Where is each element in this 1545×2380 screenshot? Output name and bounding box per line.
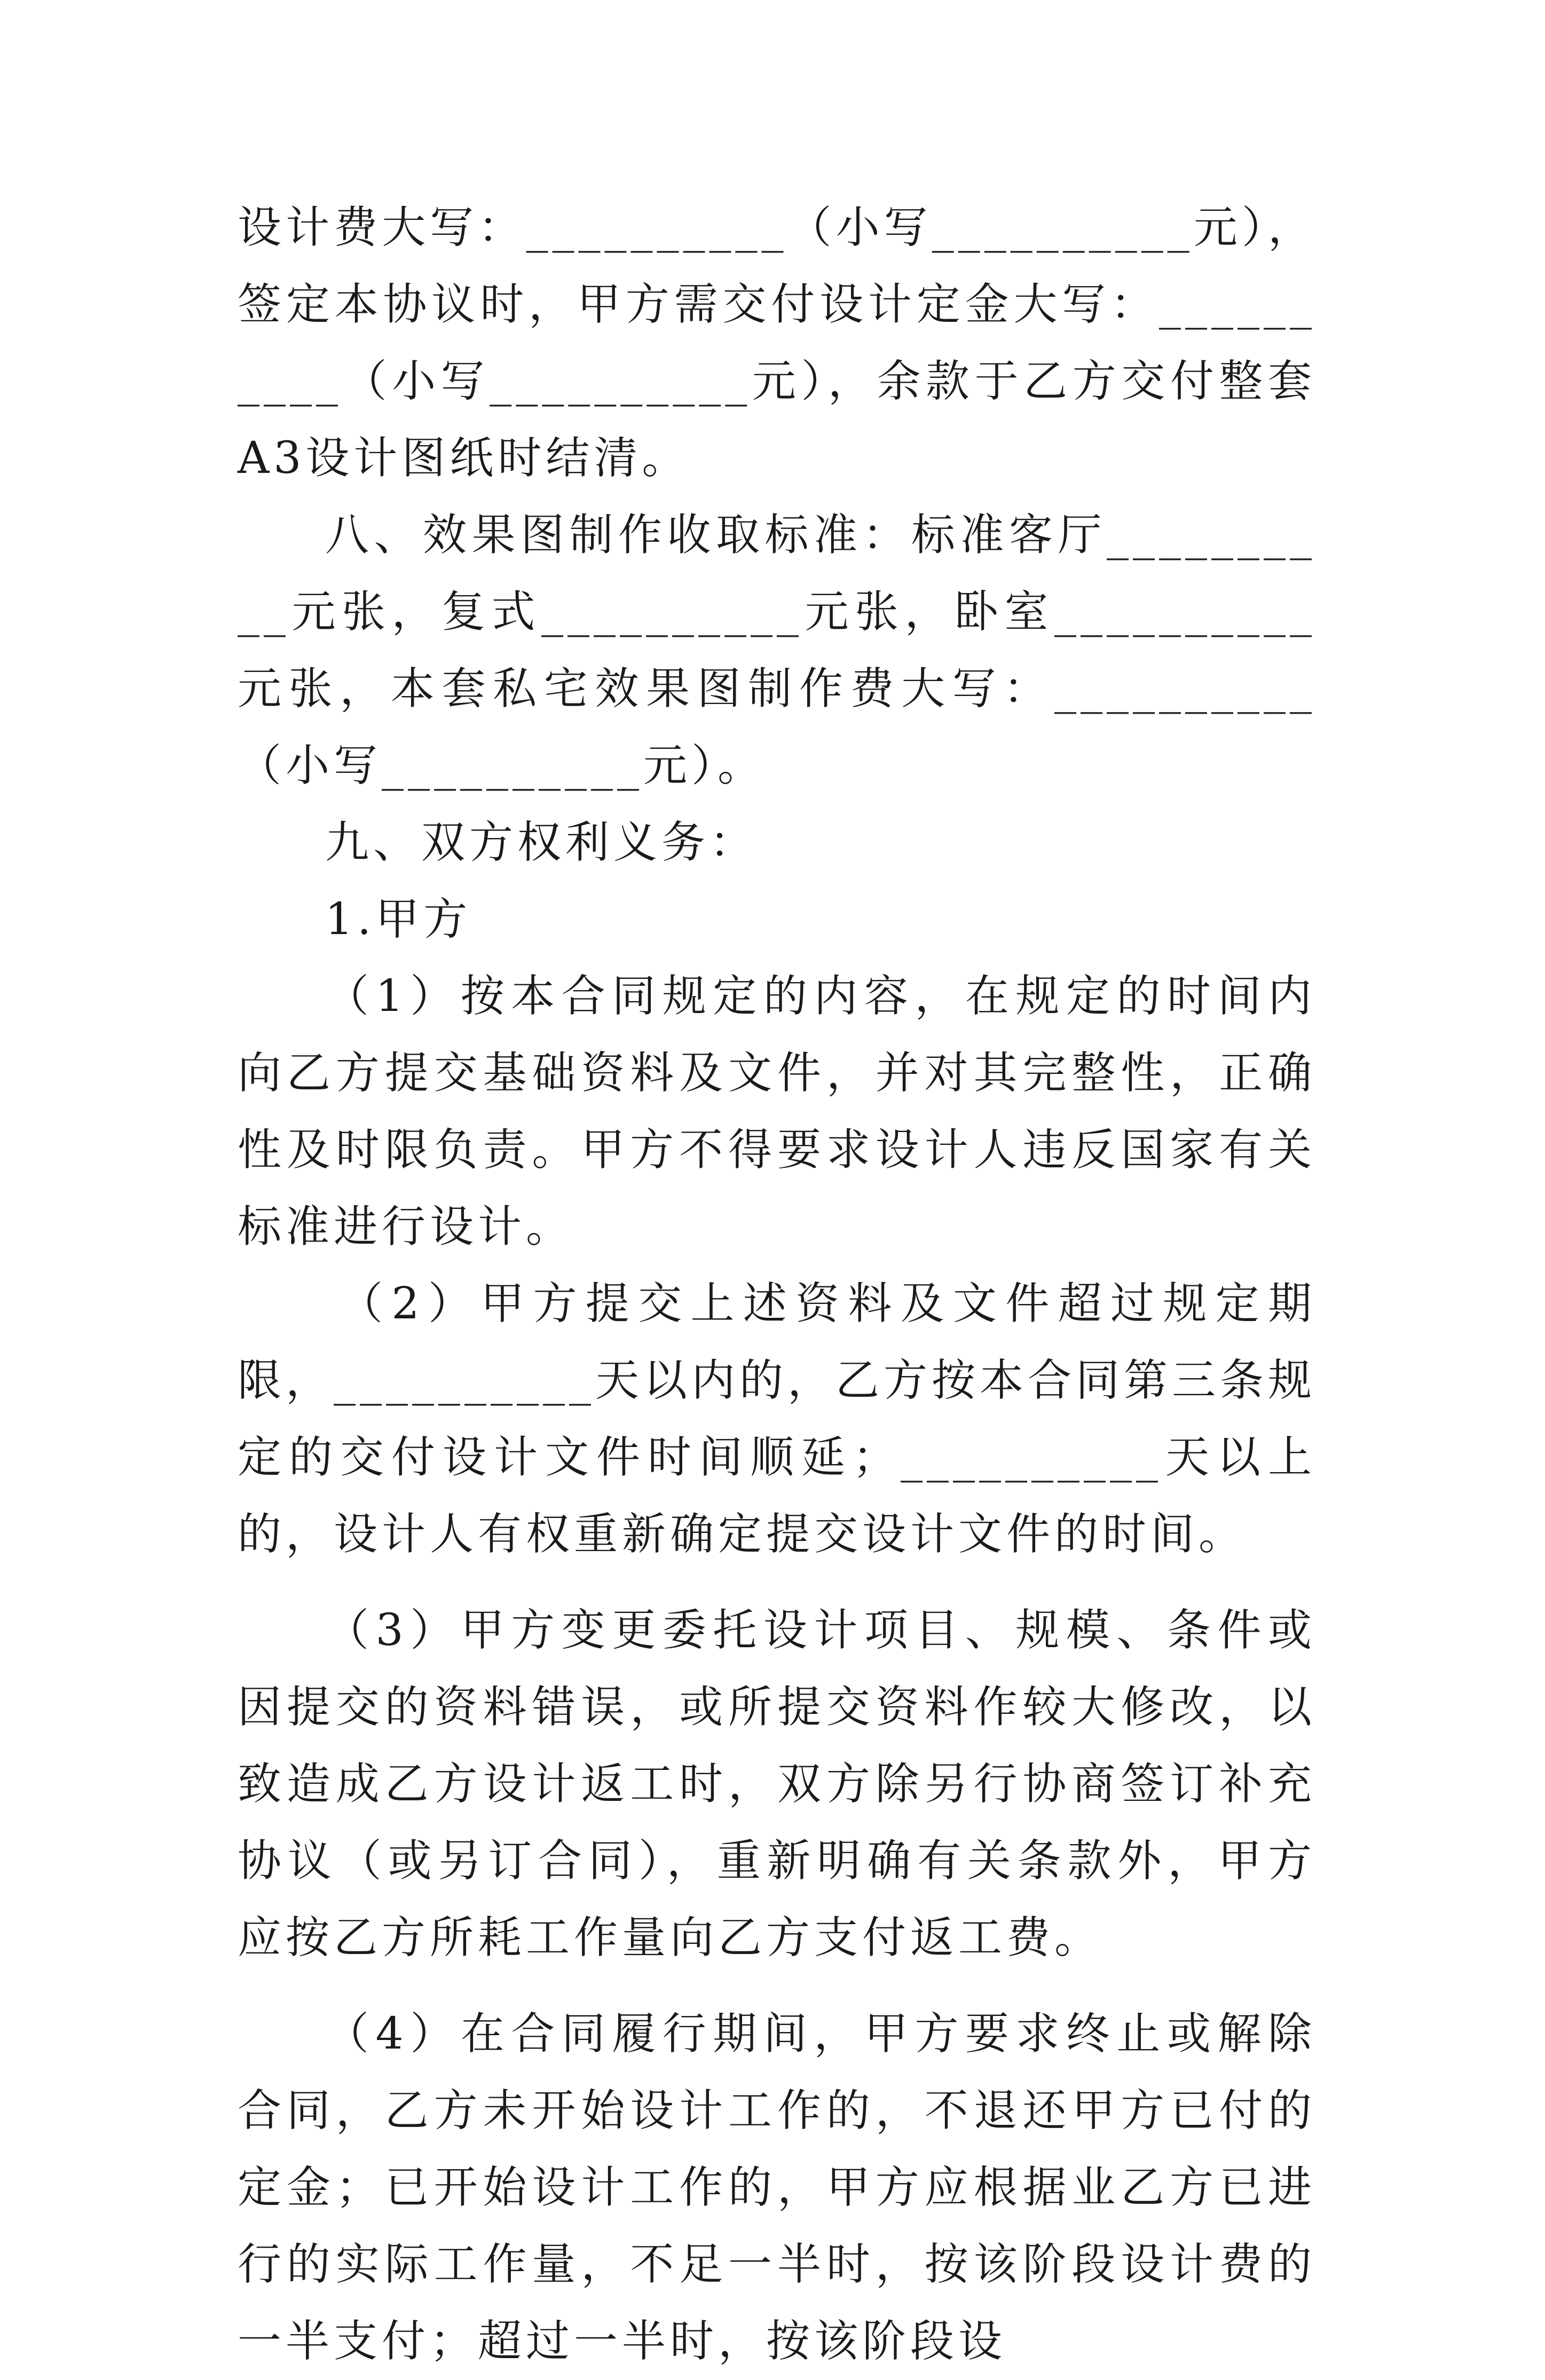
paragraph-clause-3: （3）甲方变更委托设计项目、规模、条件或因提交的资料错误，或所提交资料作较大修改，以致造成乙方设计返工时，双方除另行协商签订补充协议（或另订合同），重新明确有关条款外，甲方应按乙方所耗工作量向乙方支付返工费。 — [238, 1605, 1316, 1963]
paragraph-clause-4: （4）在合同履行期间，甲方要求终止或解除合同，乙方未开始设计工作的，不退还甲方已付的定金；已开始设计工作的，甲方应根据业乙方已进行的实际工作量，不足一半时，按该阶段设计费的一半支付；超过一半时，按该阶段设 — [238, 2009, 1316, 2367]
paragraph-clause-1: （1）按本合同规定的内容，在规定的时间内向乙方提交基础资料及文件，并对其完整性，正确性及时限负责。甲方不得要求设计人违反国家有关标准进行设计。 — [238, 971, 1316, 1252]
paragraph-item-8-rendering-fees: 八、效果图制作收取标准：标准客厅__________元张，复式__________元张，卧室__________元张，本套私宅效果图制作费大写：__________（小写__________元）。 — [238, 510, 1316, 791]
paragraph-clause-2: （2）甲方提交上述资料及文件超过规定期限，__________天以内的，乙方按本合同第三条规定的交付设计文件时间顺延；__________天以上的，设计人有权重新确定提交设计文件的时间。 — [238, 1278, 1317, 1560]
document-body — [238, 189, 1316, 2380]
paragraph-design-fee: 设计费大写：__________（小写__________元），签定本协议时，甲方需交付设计定金大写：__________（小写__________元），余款于乙方交付整套A3设计图纸时结清。 — [238, 202, 1316, 484]
paragraph-item-9-heading: 九、双方权利义务： — [325, 817, 758, 868]
paragraph-party-a-heading: 1.甲方 — [325, 894, 472, 945]
